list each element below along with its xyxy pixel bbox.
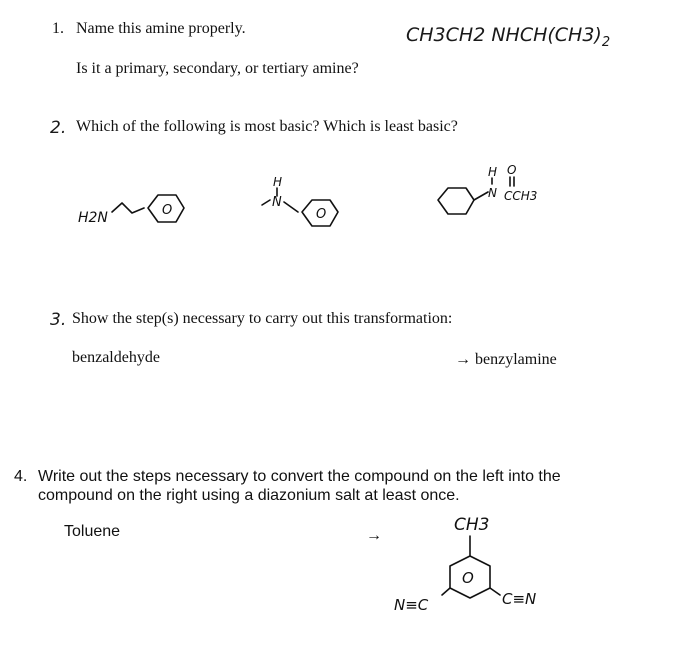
q3-product	[455, 351, 557, 369]
q2-structure-1	[78, 182, 218, 252]
s2-methyl	[262, 200, 270, 205]
s3-ring	[438, 188, 474, 214]
q3-start-compound: benzaldehyde	[72, 349, 160, 366]
q4-right-nitrile: C≡N	[502, 590, 537, 608]
s2-ring-center: O	[316, 207, 327, 222]
s3-o-label: O	[507, 163, 517, 177]
s1-chain	[112, 203, 144, 213]
s1-ring-center: O	[162, 203, 173, 218]
s2-n-label: N	[272, 195, 282, 210]
q4-start-compound: Toluene	[64, 523, 121, 540]
q3-arrow: →	[455, 351, 471, 368]
q4-arrow: →	[366, 527, 382, 544]
s3-ch3-label: CCH3	[504, 189, 538, 203]
q4-question-line1: Write out the steps necessary to convert the compound on the left into the	[38, 468, 561, 485]
q3-number: 3.	[50, 310, 67, 330]
s2-n-ring-bond	[284, 202, 298, 212]
q1-formula-subscript: 2	[601, 34, 611, 50]
s1-h2n-label: H2N	[78, 210, 108, 226]
q4-ring-center: O	[462, 569, 474, 587]
q4-question-line2: compound on the right using a diazonium salt at least once.	[38, 487, 460, 504]
q2-question: Which of the following is most basic? Which is least basic?	[76, 118, 458, 135]
q1-formula-main: CH3CH2 NHCH(CH3)	[406, 24, 602, 46]
q4-number: 4.	[14, 468, 28, 485]
q4-ch3-label: CH3	[454, 515, 490, 535]
s3-ring-n-bond	[474, 192, 488, 200]
q1-question: Name this amine properly.	[76, 20, 246, 37]
q1-subquestion: Is it a primary, secondary, or tertiary amine?	[76, 60, 359, 77]
q2-structure-3	[432, 162, 592, 242]
q3-question: Show the step(s) necessary to carry out this transformation:	[72, 310, 453, 327]
s3-n-label: N	[488, 186, 497, 200]
s3-h-label: H	[488, 165, 498, 179]
q3-product-name: benzylamine	[475, 351, 557, 368]
q4-left-nitrile: N≡C	[394, 596, 429, 614]
q4-right-bond	[490, 588, 500, 595]
q4-product-structure	[392, 512, 562, 622]
q2-number: 2.	[50, 118, 67, 138]
q1-amine-formula	[406, 24, 610, 50]
q2-structure-2	[258, 172, 368, 252]
q1-number: 1.	[52, 20, 64, 37]
s2-h-label: H	[273, 175, 283, 189]
q4-left-bond	[442, 588, 450, 595]
